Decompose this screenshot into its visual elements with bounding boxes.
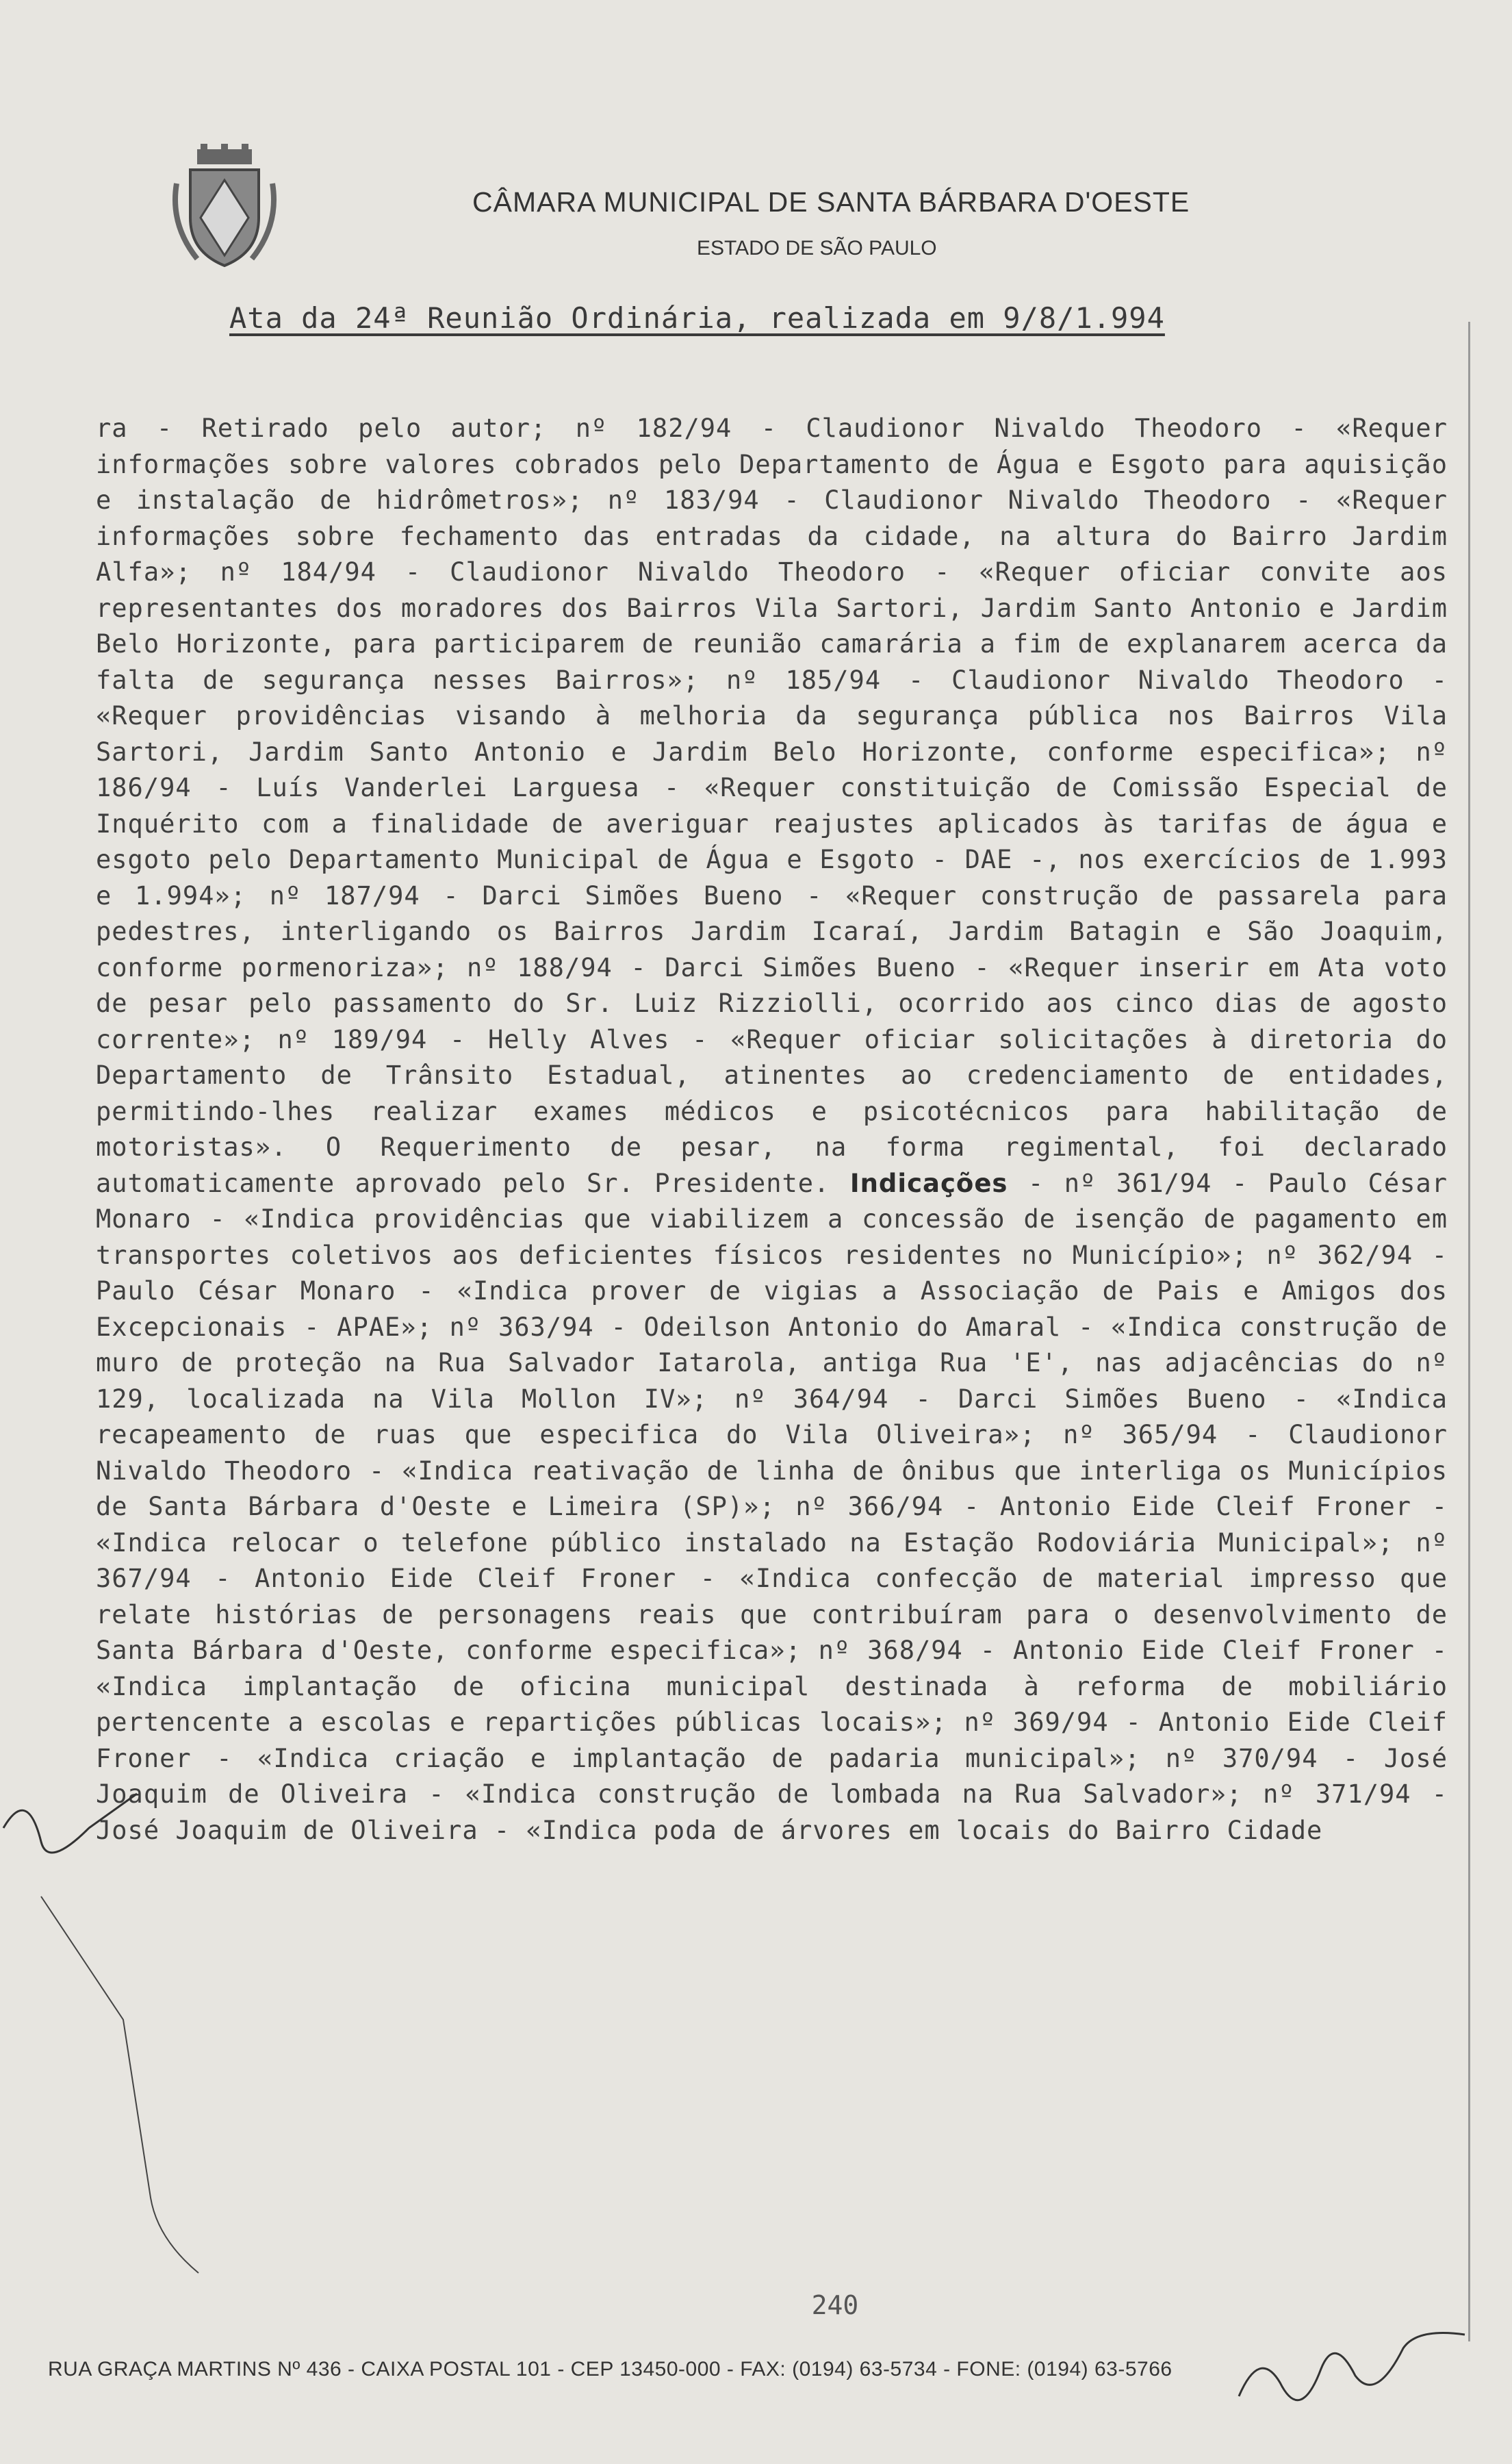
margin-rule [1468,322,1470,2341]
minutes-text-part-2: - nº 361/94 - Paulo César Monaro - «Indica providências que viabilizem a concessão de isenção de pagamento em transportes coletivos aos deficientes físicos residentes no Município»; nº 362/94 - Paulo César Monaro - «Indica prover de vigias a Associação de Pais e Amigos dos Excepcionais - APAE»; nº 363/94 - Odeilson Antonio do Amaral - «Indica construção de muro de proteção na Rua Salvador Iatarola, antiga Rua 'E', nas adjacências do nº 129, localizada na Vila Mollon IV»; nº 364/94 - Darci Simões Bueno - «Indica recapeamento de ruas que especifica do Vila Oliveira»; nº 365/94 - Claudionor Nivaldo Theodoro - «Indica reativação de linha de ônibus que interliga os Municípios de Santa Bárbara d'Oeste e Limeira (SP)»; nº 366/94 - Antonio Eide Cleif Froner - «Indica relocar o telefone público instalado na Estação Rodoviária Municipal»; nº 367/94 - Antonio Eide Cleif Froner - «Indica confecção de material impresso que relate histórias de personagens reais que contribuíram para o desenvolvimento de Santa Bárbara d'Oeste, conforme especifica»; nº 368/94 - Antonio Eide Cleif Froner - «Indica implantação de oficina municipal destinada à reforma de mobiliário pertencente a escolas e repartições públicas locais»; nº 369/94 - Antonio Eide Cleif Froner - «Indica criação e implantação de padaria municipal»; nº 370/94 - José Joaquim de Oliveira - «Indica construção de lombada na Rua Salvador»; nº 371/94 - José Joaquim de Oliveira - «Indica poda de árvores em locais do Bairro Cidade [96,1168,1448,1845]
page-number: 240 [811,2290,859,2320]
left-margin-signature-icon [0,1623,274,2307]
minutes-body [96,411,1448,1849]
footer-signature-icon [1095,2266,1478,2430]
indicacoes-heading: Indicações [849,1168,1008,1198]
footer-address: RUA GRAÇA MARTINS Nº 436 - CAIXA POSTAL 101 - CEP 13450-000 - FAX: (0194) 63-5734 - FONE: (0194) 63-5766 [48,2358,1173,2380]
coat-of-arms-icon [170,142,279,272]
institution-name: CÂMARA MUNICIPAL DE SANTA BÁRBARA D'OESTE [472,186,1190,218]
session-title: Ata da 24ª Reunião Ordinária, realizada em 9/8/1.994 [229,301,1165,335]
institution-state: ESTADO DE SÃO PAULO [697,237,937,259]
minutes-text-part-1: ra - Retirado pelo autor; nº 182/94 - Claudionor Nivaldo Theodoro - «Requer informações sobre valores cobrados pelo Departamento de Água e Esgoto para aquisição e instalação de hidrômetros»; nº 183/94 - Claudionor Nivaldo Theodoro - «Requer informações sobre fechamento das entradas da cidade, na altura do Bairro Jardim Alfa»; nº 184/94 - Claudionor Nivaldo Theodoro - «Requer oficiar convite aos representantes dos moradores dos Bairros Vila Sartori, Jardim Santo Antonio e Jardim Belo Horizonte, para participarem de reunião camarária a fim de explanarem acerca da falta de segurança nesses Bairros»; nº 185/94 - Claudionor Nivaldo Theodoro - «Requer providências visando à melhoria da segurança pública nos Bairros Vila Sartori, Jardim Santo Antonio e Jardim Belo Horizonte, conforme especifica»; nº 186/94 - Luís Vanderlei Larguesa - «Requer constituição de Comissão Especial de Inquérito com a finalidade de averiguar reajustes aplicados às tarifas de água e esgoto pelo Departamento Municipal de Água e Esgoto - DAE -, nos exercícios de 1.993 e 1.994»; nº 187/94 - Darci Simões Bueno - «Requer construção de passarela para pedestres, interligando os Bairros Jardim Icaraí, Jardim Batagin e São Joaquim, conforme pormenoriza»; nº 188/94 - Darci Simões Bueno - «Requer inserir em Ata voto de pesar pelo passamento do Sr. Luiz Rizziolli, ocorrido aos cinco dias de agosto corrente»; nº 189/94 - Helly Alves - «Requer oficiar solicitações à diretoria do Departamento de Trânsito Estadual, atinentes ao credenciamento de entidades, permitindo-lhes realizar exames médicos e psicotécnicos para habilitação de motoristas». O Requerimento de pesar, na forma regimental, foi declarado automaticamente aprovado pelo Sr. Presidente. [96,414,1448,1198]
